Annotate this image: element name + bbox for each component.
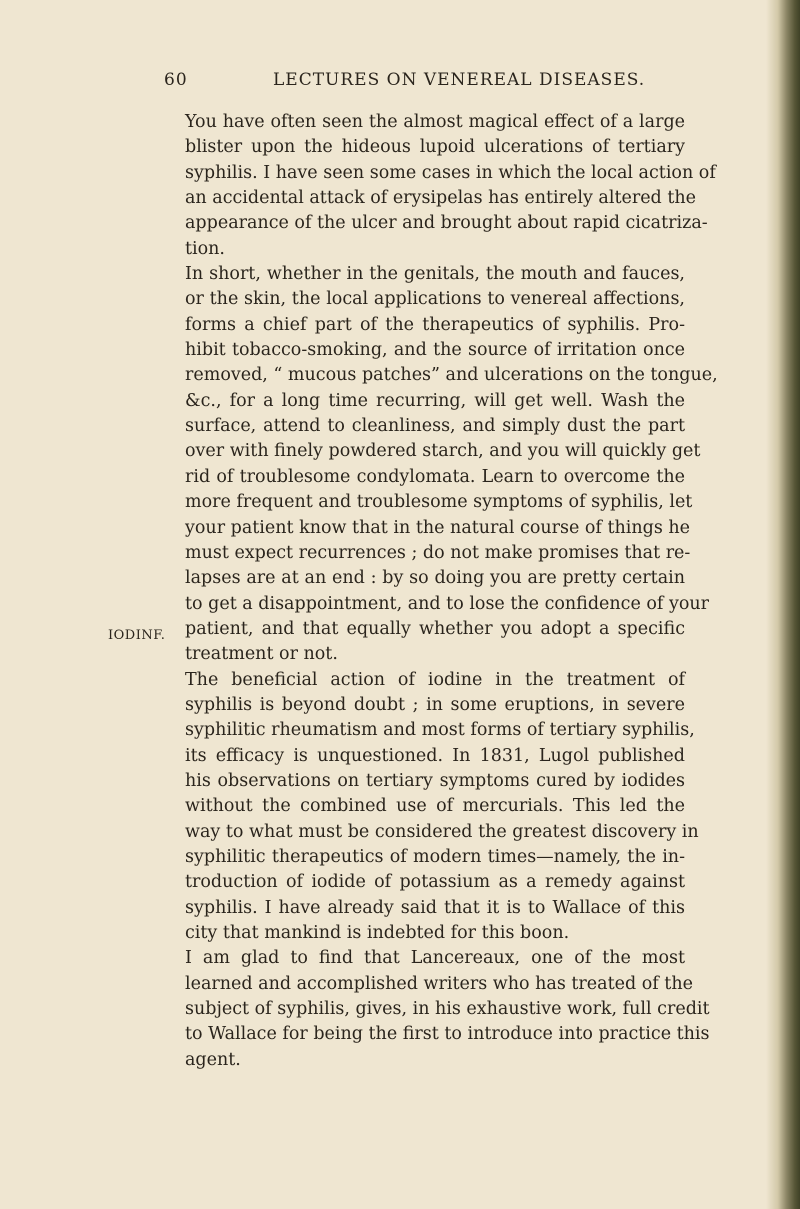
text-line: over with finely powdered starch, and you will quickly get (185, 441, 701, 462)
text-line: tion. (185, 238, 225, 259)
text-line: syphilis is beyond doubt ; in some eruptions, in severe (185, 694, 685, 715)
text-line: syphilis. I have seen some cases in which the local action of (185, 162, 716, 183)
text-line: &c., for a long time recurring, will get well. Wash the (185, 390, 685, 411)
page-number: 60 (164, 70, 188, 90)
text-line: or the skin, the local applications to venereal affections, (185, 289, 685, 310)
running-header (150, 70, 650, 94)
text-line: its efficacy is unquestioned. In 1831, Lugol published (185, 745, 685, 766)
text-line: I am glad to find that Lancereaux, one of the most (185, 948, 685, 969)
text-line: removed, “ mucous patches” and ulcerations on the tongue, (185, 365, 718, 386)
text-line: blister upon the hideous lupoid ulcerations of tertiary (185, 137, 685, 158)
text-line: to get a disappointment, and to lose the confidence of your (185, 593, 710, 614)
text-line: troduction of iodide of potassium as a remedy against (185, 872, 685, 893)
text-line: surface, attend to cleanliness, and simply dust the part (185, 416, 685, 437)
text-line: city that mankind is indebted for this boon. (185, 923, 570, 943)
text-line: without the combined use of mercurials. This led the (185, 796, 685, 817)
text-line: forms a chief part of the therapeutics of syphilis. Pro- (185, 314, 685, 335)
page-edge-shadow (766, 0, 800, 1209)
text-line: In short, whether in the genitals, the mouth and fauces, (185, 264, 685, 285)
text-line: syphilis. I have already said that it is to Wallace of this (185, 897, 685, 918)
text-line: patient, and that equally whether you adopt a specific (185, 618, 685, 639)
text-line: You have often seen the almost magical effect of a large (185, 112, 685, 132)
text-line: hibit tobacco-smoking, and the source of irritation once (185, 340, 685, 361)
text-line: more frequent and troublesome symptoms of syphilis, let (185, 492, 693, 513)
text-line: your patient know that in the natural course of things he (185, 517, 691, 538)
text-line: appearance of the ulcer and brought about rapid cicatriza- (185, 213, 708, 234)
text-line: syphilitic therapeutics of modern times—namely, the in- (185, 846, 685, 867)
text-line: his observations on tertiary symptoms cured by iodides (185, 770, 685, 791)
body-text (185, 110, 718, 1073)
text-line: subject of syphilis, gives, in his exhaustive work, full credit (185, 999, 710, 1020)
text-line: way to what must be considered the greatest discovery in (185, 821, 699, 842)
text-line: to Wallace for being the first to introduce into practice this (185, 1024, 710, 1045)
text-line: agent. (185, 1049, 241, 1070)
text-line: syphilitic rheumatism and most forms of tertiary syphilis, (185, 720, 695, 741)
text-line: treatment or not. (185, 644, 338, 665)
margin-note-iodine: IODINF. (108, 628, 166, 643)
text-line: rid of troublesome condylomata. Learn to overcome the (185, 466, 685, 487)
text-line: must expect recurrences ; do not make promises that re- (185, 542, 691, 563)
text-line: learned and accomplished writers who has treated of the (185, 973, 693, 994)
running-title: LECTURES ON VENEREAL DISEASES. (273, 70, 646, 90)
text-line: The beneficial action of iodine in the treatment of (185, 669, 685, 690)
text-line: an accidental attack of erysipelas has entirely altered the (185, 188, 696, 209)
text-line: lapses are at an end : by so doing you are pretty certain (185, 568, 685, 589)
